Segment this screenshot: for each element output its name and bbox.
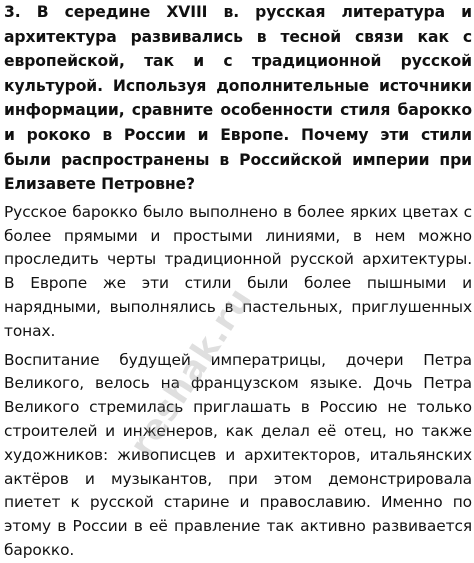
site-watermark: reshak.ru xyxy=(122,280,261,464)
answer-paragraph-2: Воспитание будущей императрицы, дочери Петра Великого, велось на французском языке. Дочь Петра Великого стремилась приглашать в Россию не только строителей и инженеров, как делал её отец, но также художников: живописцев и архитекторов, итальянских актёров и музыкантов, при этом демонстрировала пиетет к русской старине и православию. Именно по этому в России в её правление так активно развивается барокко. xyxy=(4,350,472,559)
task-question-text: В середине XVIII в. русская литература и архитектура развивались в тесной связи как с европейской, так и с традиционной русской культурой. Используя дополнительные источники информации, сравните особенности стиля барокко и рококо в России и Европе. Почему эти стили были распространены в Российской империи при Елизавете Петровне? xyxy=(4,3,472,194)
task-number: 3. xyxy=(4,3,21,21)
task-question xyxy=(4,0,472,197)
answer-paragraph-1: Русское барокко было выполнено в более ярких цветах с более прямыми и простыми линиями, в нем можно проследить черты традиционной русской архитектуры. В Европе же эти стили были более пышными и нарядными, выполнялись в пастельных, приглушенных тонах. xyxy=(4,202,472,340)
